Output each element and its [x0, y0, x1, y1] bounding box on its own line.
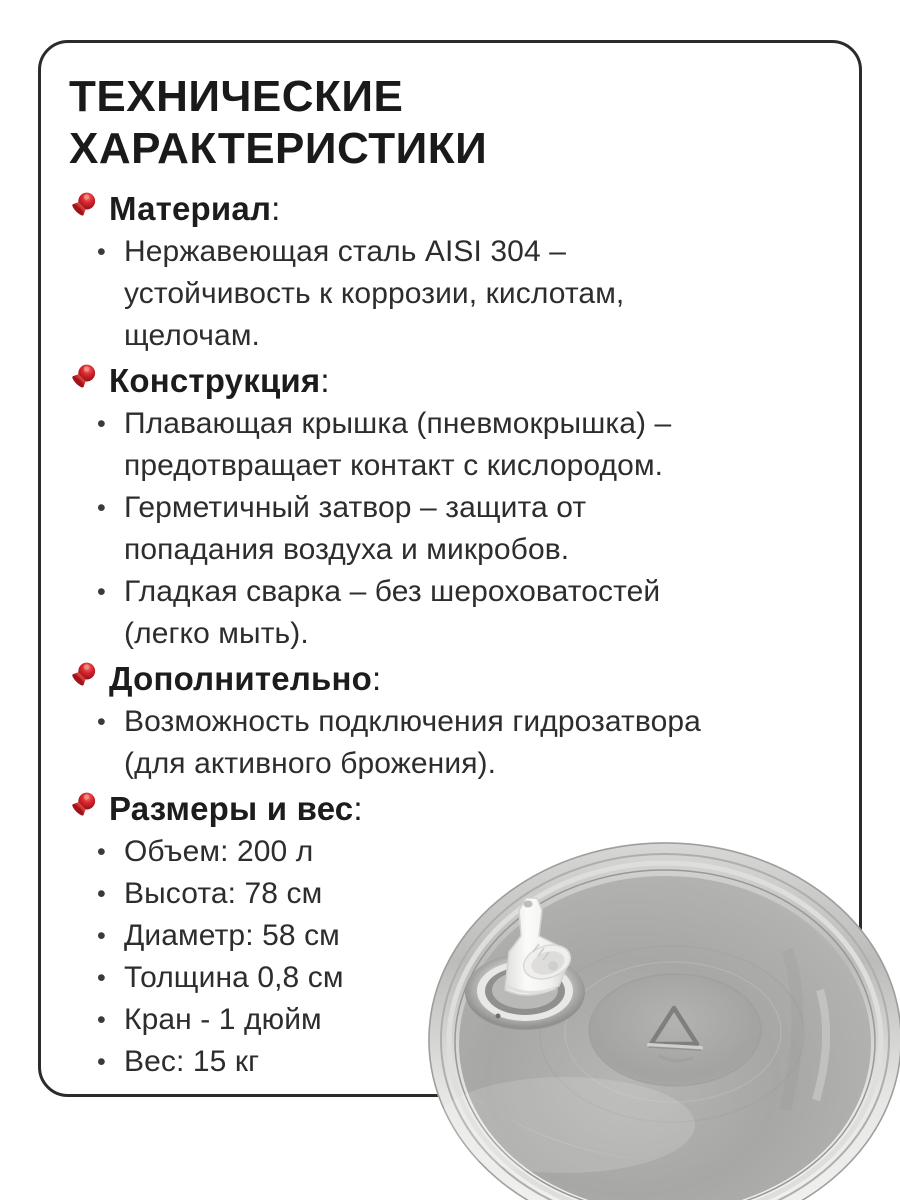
item-text: Толщина 0,8 см: [124, 961, 344, 994]
heading-colon: :: [320, 362, 330, 399]
red-pushpin-icon: [63, 789, 103, 829]
red-pushpin-icon: [63, 361, 103, 401]
list-item: [97, 1041, 835, 1083]
bullet-dot: •: [97, 708, 106, 736]
red-pushpin-icon: [63, 659, 103, 699]
heading-colon: :: [353, 790, 363, 827]
list-item: [97, 831, 835, 873]
heading-colon: :: [371, 660, 382, 697]
page-title: [69, 71, 835, 175]
item-text: Кран - 1 дюйм: [124, 1003, 322, 1036]
bullet-dot: •: [97, 1006, 106, 1034]
list-item: [97, 487, 835, 571]
item-text: Герметичный затвор – защита от попадания воздуха и микробов.: [124, 491, 587, 566]
list-item: [97, 231, 835, 357]
bullet-dot: •: [97, 838, 106, 866]
item-text: Объем: 200 л: [124, 835, 314, 868]
section-heading-material: [67, 189, 835, 229]
dimensions-list: [67, 831, 835, 1083]
list-item: [97, 571, 835, 655]
bullet-dot: •: [97, 880, 106, 908]
red-pushpin-icon: [63, 189, 103, 229]
material-list: [67, 231, 835, 357]
section-title: Материал: [109, 190, 272, 227]
spec-card: [38, 40, 862, 1097]
bullet-dot: •: [97, 410, 106, 438]
bullet-dot: •: [97, 964, 106, 992]
list-item: [97, 915, 835, 957]
section-heading-dimensions: [67, 789, 835, 829]
bullet-dot: •: [97, 238, 106, 266]
item-text: Нержавеющая сталь AISI 304 – устойчивость к коррозии, кислотам, щелочам.: [124, 235, 625, 352]
bullet-dot: •: [97, 494, 106, 522]
heading-colon: :: [271, 190, 281, 227]
section-title: Размеры и вес: [109, 790, 354, 827]
list-item: [97, 701, 835, 785]
bullet-dot: •: [97, 578, 106, 606]
item-text: Плавающая крышка (пневмокрышка) – предотвращает контакт с кислородом.: [124, 407, 672, 482]
list-item: [97, 403, 835, 487]
section-heading-construction: [67, 361, 835, 401]
item-text: Возможность подключения гидрозатвора (для активного брожения).: [124, 705, 701, 780]
bullet-dot: •: [97, 1048, 106, 1076]
item-text: Гладкая сварка – без шероховатостей (легко мыть).: [124, 575, 661, 650]
item-text: Высота: 78 см: [124, 877, 323, 910]
additional-list: [67, 701, 835, 785]
list-item: [97, 873, 835, 915]
list-item: [97, 999, 835, 1041]
bullet-dot: •: [97, 922, 106, 950]
title-line-2: ХАРАКТЕРИСТИКИ: [69, 124, 488, 173]
item-text: Диаметр: 58 см: [124, 919, 340, 952]
title-line-1: ТЕХНИЧЕСКИЕ: [69, 72, 404, 121]
section-title: Конструкция: [109, 362, 321, 399]
section-title: Дополнительно: [109, 660, 372, 697]
construction-list: [67, 403, 835, 655]
list-item: [97, 957, 835, 999]
item-text: Вес: 15 кг: [124, 1045, 260, 1078]
section-heading-additional: [67, 659, 835, 699]
